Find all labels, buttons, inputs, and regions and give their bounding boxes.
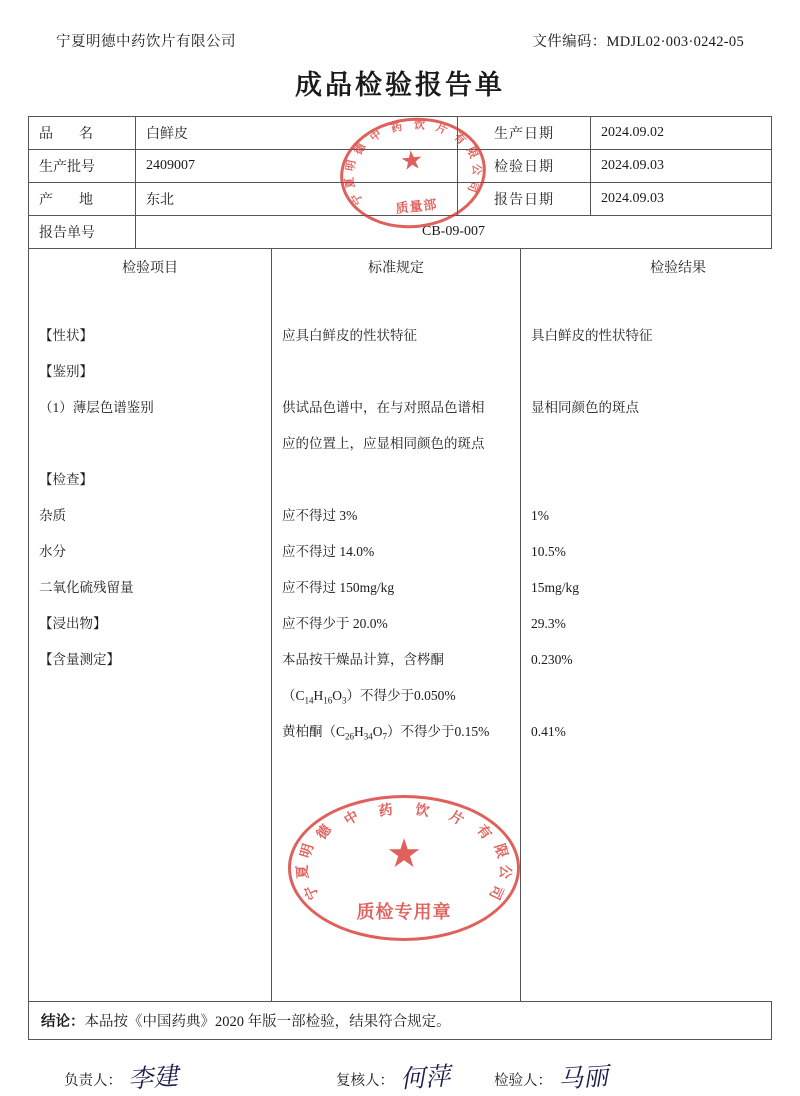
signature-label: 负责人： xyxy=(64,1069,122,1090)
test-item xyxy=(29,431,272,467)
column-header-standard: 标准规定 xyxy=(272,249,521,291)
signature-reviewer xyxy=(336,1058,450,1090)
test-date-value: 2024.09.03 xyxy=(591,150,772,183)
table-header-row xyxy=(29,249,800,291)
document-header xyxy=(28,0,772,57)
test-result xyxy=(521,467,800,503)
conclusion-label: 结论： xyxy=(41,1014,85,1030)
table-row xyxy=(29,117,772,150)
test-result xyxy=(521,683,800,719)
signature-row xyxy=(28,1040,772,1090)
signature-label: 检验人： xyxy=(494,1069,552,1090)
star-icon: ★ xyxy=(399,146,425,174)
test-standard: 应不得少于 20.0% xyxy=(272,611,521,647)
report-date-value: 2024.09.03 xyxy=(591,183,772,216)
test-result: 显相同颜色的斑点 xyxy=(521,395,800,431)
test-item: 二氧化硫残留量 xyxy=(29,575,272,611)
conclusion-box xyxy=(28,1001,772,1040)
filler-row xyxy=(29,755,800,1001)
table-row xyxy=(29,150,772,183)
test-item xyxy=(29,719,272,755)
company-name: 宁夏明德中药饮片有限公司 xyxy=(56,30,236,51)
table-row xyxy=(29,359,800,395)
table-row xyxy=(29,647,800,683)
star-icon: ★ xyxy=(386,834,422,874)
table-row xyxy=(29,503,800,539)
test-item xyxy=(29,683,272,719)
test-standard: 应具白鲜皮的性状特征 xyxy=(272,323,521,359)
origin-value: 东北 xyxy=(136,183,458,216)
test-result: 0.41% xyxy=(521,719,800,755)
test-standard xyxy=(272,467,521,503)
test-standard: 应不得过 14.0% xyxy=(272,539,521,575)
test-standard: 应不得过 150mg/kg xyxy=(272,575,521,611)
info-table xyxy=(28,116,772,249)
report-no-label: 报告单号 xyxy=(29,216,136,249)
product-name-label: 品 名 xyxy=(29,117,136,150)
test-standard: $(C_{14}H_{16}O_3)$不得少于0.050% xyxy=(272,683,521,719)
test-result xyxy=(521,359,800,395)
test-standard: 应不得过 3% xyxy=(272,503,521,539)
origin-label: 产 地 xyxy=(29,183,136,216)
table-row xyxy=(29,539,800,575)
column-header-item: 检验项目 xyxy=(29,249,272,291)
table-row xyxy=(29,467,800,503)
test-result: 29.3% xyxy=(521,611,800,647)
signature-inspector xyxy=(494,1058,608,1090)
test-result: 1% xyxy=(521,503,800,539)
batch-label: 生产批号 xyxy=(29,150,136,183)
product-name-value: 白鲜皮 xyxy=(136,117,458,150)
test-item: 【浸出物】 xyxy=(29,611,272,647)
test-standard xyxy=(272,359,521,395)
table-row xyxy=(29,183,772,216)
signature-handwriting: 李建 xyxy=(127,1057,179,1096)
test-standard: 黄柏酮$(C_{26}H_{34}O_7)$不得少于0.15% xyxy=(272,719,521,755)
signature-label: 复核人： xyxy=(336,1069,394,1090)
signature-handwriting: 马丽 xyxy=(557,1057,609,1096)
stamp-ring-text: 宁 夏 明 德 中 药 饮 片 有 限 公 司 xyxy=(338,114,488,232)
test-standard: 本品按干燥品计算，含梣酮 xyxy=(272,647,521,683)
test-item: 【鉴别】 xyxy=(29,359,272,395)
test-result xyxy=(521,431,800,467)
table-row xyxy=(29,431,800,467)
document-number: 文件编码：MDJL02·003·0242-05 xyxy=(533,30,745,51)
test-item: 【检查】 xyxy=(29,467,272,503)
table-row xyxy=(29,395,800,431)
page-title: 成品检验报告单 xyxy=(28,63,772,102)
spacer-row xyxy=(29,291,800,323)
test-item: 【含量测定】 xyxy=(29,647,272,683)
test-result: 10.5% xyxy=(521,539,800,575)
conclusion-text: 本品按《中国药典》2020 年版一部检验，结果符合规定。 xyxy=(85,1014,451,1030)
test-result: 15mg/kg xyxy=(521,575,800,611)
report-no-value: CB-09-007 xyxy=(422,224,485,240)
table-row xyxy=(29,611,800,647)
report-date-label: 报告日期 xyxy=(458,183,591,216)
test-date-label: 检验日期 xyxy=(458,150,591,183)
test-standard: 供试品色谱中，在与对照品色谱相 xyxy=(272,395,521,431)
test-item: 【性状】 xyxy=(29,323,272,359)
signature-handwriting: 何萍 xyxy=(399,1057,451,1096)
production-date-value: 2024.09.02 xyxy=(591,117,772,150)
results-table xyxy=(28,249,800,1001)
batch-value: 2409007 xyxy=(136,150,458,183)
table-row xyxy=(29,575,800,611)
column-header-result: 检验结果 xyxy=(521,249,800,291)
test-result: 0.230% xyxy=(521,647,800,683)
test-item: 杂质 xyxy=(29,503,272,539)
test-item: （1）薄层色谱鉴别 xyxy=(29,395,272,431)
stamp-bottom-text: 质量部 xyxy=(395,194,439,217)
stamp-bottom-text: 质检专用章 xyxy=(357,898,452,924)
report-no-cell xyxy=(136,216,772,249)
test-item: 水分 xyxy=(29,539,272,575)
stamp-ring-text: 宁 夏 明 德 中 药 饮 片 有 限 公 司 xyxy=(291,798,517,938)
table-row xyxy=(29,323,800,359)
table-row xyxy=(29,216,772,249)
test-result: 具白鲜皮的性状特征 xyxy=(521,323,800,359)
test-standard: 应的位置上，应显相同颜色的斑点 xyxy=(272,431,521,467)
table-row xyxy=(29,683,800,719)
production-date-label: 生产日期 xyxy=(458,117,591,150)
signature-owner xyxy=(64,1058,178,1090)
table-row xyxy=(29,719,800,755)
